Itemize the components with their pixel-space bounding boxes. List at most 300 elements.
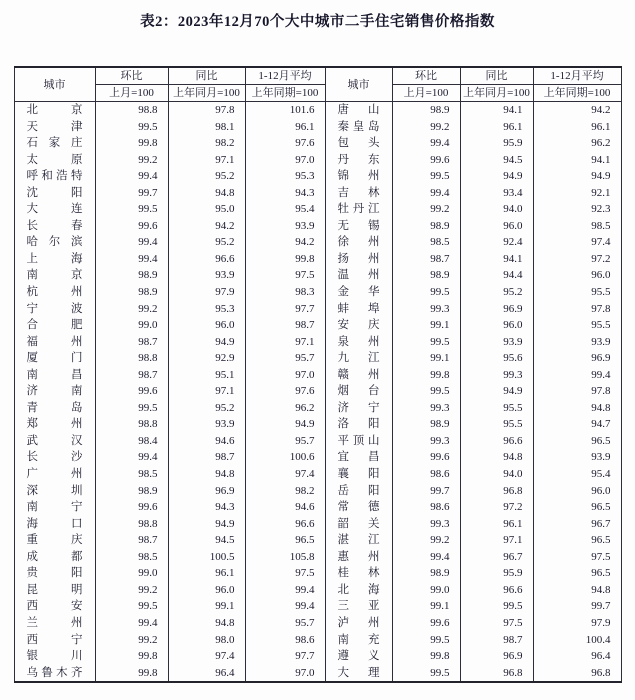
- table-row: [14, 284, 621, 301]
- avg-value: 96.5: [533, 532, 621, 549]
- city-name: 南 充: [325, 632, 392, 649]
- mom-value: 99.2: [392, 201, 460, 218]
- mom-value: 99.5: [95, 598, 168, 615]
- mom-value: 98.6: [392, 499, 460, 516]
- city-name: 北 海: [325, 582, 392, 599]
- city-name: 哈 尔 滨: [14, 234, 95, 251]
- mom-value: 99.6: [392, 615, 460, 632]
- avg-value: 98.5: [533, 218, 621, 235]
- table-row: [14, 433, 621, 450]
- table-row: [14, 532, 621, 549]
- city-name: 锦 州: [325, 168, 392, 185]
- mom-value: 99.3: [392, 433, 460, 450]
- table-row: [14, 251, 621, 268]
- avg-value: 98.2: [245, 483, 325, 500]
- avg-value: 94.8: [533, 400, 621, 417]
- yoy-value: 95.2: [168, 400, 245, 417]
- city-name: 九 江: [325, 350, 392, 367]
- mom-value: 99.8: [95, 648, 168, 665]
- yoy-value: 98.7: [460, 632, 533, 649]
- yoy-value: 96.0: [460, 317, 533, 334]
- city-name: 宜 昌: [325, 449, 392, 466]
- city-name: 常 德: [325, 499, 392, 516]
- avg-value: 99.8: [245, 251, 325, 268]
- mom-value: 99.4: [95, 234, 168, 251]
- city-name: 长 春: [14, 218, 95, 235]
- mom-value: 99.7: [392, 483, 460, 500]
- avg-value: 94.3: [245, 185, 325, 202]
- mom-value: 99.5: [392, 632, 460, 649]
- mom-value: 98.9: [392, 565, 460, 582]
- mom-value: 98.7: [95, 532, 168, 549]
- table-row: [14, 367, 621, 384]
- mom-value: 99.4: [95, 449, 168, 466]
- mom-value: 99.8: [392, 367, 460, 384]
- table-header: [14, 67, 621, 102]
- header-avg-right: 1-12月平均: [533, 67, 621, 85]
- avg-value: 98.6: [245, 632, 325, 649]
- city-name: 徐 州: [325, 234, 392, 251]
- avg-value: 97.5: [533, 549, 621, 566]
- mom-value: 99.5: [95, 400, 168, 417]
- city-name: 昆 明: [14, 582, 95, 599]
- avg-value: 96.1: [245, 119, 325, 136]
- table-row: [14, 119, 621, 136]
- yoy-value: 96.8: [460, 483, 533, 500]
- mom-value: 99.5: [95, 201, 168, 218]
- table-row: [14, 582, 621, 599]
- mom-value: 98.9: [392, 102, 460, 119]
- avg-value: 94.2: [245, 234, 325, 251]
- yoy-value: 94.9: [460, 383, 533, 400]
- mom-value: 99.5: [95, 119, 168, 136]
- yoy-value: 96.1: [168, 565, 245, 582]
- yoy-value: 94.2: [168, 218, 245, 235]
- city-name: 北 京: [14, 102, 95, 119]
- mom-value: 99.2: [95, 582, 168, 599]
- header-yoy-right: 同比: [460, 67, 533, 85]
- yoy-value: 95.1: [168, 367, 245, 384]
- header-avg-base-left: 上年同期=100: [245, 85, 325, 102]
- city-name: 湛 江: [325, 532, 392, 549]
- header-mom-base-right: 上月=100: [392, 85, 460, 102]
- yoy-value: 96.8: [460, 665, 533, 683]
- avg-value: 96.7: [533, 516, 621, 533]
- avg-value: 92.3: [533, 201, 621, 218]
- header-mom-left: 环比: [95, 67, 168, 85]
- mom-value: 99.1: [392, 317, 460, 334]
- yoy-value: 99.3: [460, 367, 533, 384]
- yoy-value: 95.2: [168, 168, 245, 185]
- table-title: 表2：2023年12月70个大中城市二手住宅销售价格指数: [140, 14, 495, 30]
- yoy-value: 97.1: [168, 152, 245, 169]
- avg-value: 99.7: [533, 598, 621, 615]
- header-mom-base-left: 上月=100: [95, 85, 168, 102]
- city-name: 无 锡: [325, 218, 392, 235]
- avg-value: 96.5: [533, 565, 621, 582]
- avg-value: 94.1: [533, 152, 621, 169]
- yoy-value: 96.1: [460, 516, 533, 533]
- mom-value: 98.6: [392, 466, 460, 483]
- yoy-value: 98.0: [168, 632, 245, 649]
- city-name: 呼 和 浩 特: [14, 168, 95, 185]
- yoy-value: 95.6: [460, 350, 533, 367]
- city-name: 乌 鲁 木 齐: [14, 665, 95, 683]
- city-name: 洛 阳: [325, 416, 392, 433]
- yoy-value: 97.9: [168, 284, 245, 301]
- avg-value: 100.4: [533, 632, 621, 649]
- mom-value: 98.9: [95, 483, 168, 500]
- yoy-value: 93.4: [460, 185, 533, 202]
- avg-value: 97.4: [245, 466, 325, 483]
- table-row: [14, 549, 621, 566]
- avg-value: 92.1: [533, 185, 621, 202]
- avg-value: 97.9: [533, 615, 621, 632]
- avg-value: 97.4: [533, 234, 621, 251]
- yoy-value: 97.4: [168, 648, 245, 665]
- mom-value: 99.7: [95, 185, 168, 202]
- mom-value: 99.4: [95, 251, 168, 268]
- mom-value: 98.4: [95, 433, 168, 450]
- avg-value: 96.9: [533, 350, 621, 367]
- yoy-value: 100.5: [168, 549, 245, 566]
- avg-value: 95.5: [533, 284, 621, 301]
- mom-value: 99.2: [392, 119, 460, 136]
- city-name: 海 口: [14, 516, 95, 533]
- mom-value: 98.7: [392, 251, 460, 268]
- yoy-value: 94.5: [460, 152, 533, 169]
- mom-value: 99.5: [392, 334, 460, 351]
- yoy-value: 95.5: [460, 416, 533, 433]
- mom-value: 99.0: [95, 565, 168, 582]
- mom-value: 99.2: [95, 632, 168, 649]
- city-name: 安 庆: [325, 317, 392, 334]
- yoy-value: 99.1: [168, 598, 245, 615]
- mom-value: 99.5: [392, 665, 460, 683]
- table-row: [14, 152, 621, 169]
- city-name: 三 亚: [325, 598, 392, 615]
- avg-value: 97.0: [245, 367, 325, 384]
- table-row: [14, 483, 621, 500]
- mom-value: 99.3: [392, 516, 460, 533]
- city-name: 南 昌: [14, 367, 95, 384]
- city-name: 韶 关: [325, 516, 392, 533]
- yoy-value: 96.7: [460, 549, 533, 566]
- yoy-value: 98.1: [168, 119, 245, 136]
- mom-value: 98.5: [95, 466, 168, 483]
- city-name: 杭 州: [14, 284, 95, 301]
- city-name: 遵 义: [325, 648, 392, 665]
- yoy-value: 94.5: [168, 532, 245, 549]
- avg-value: 97.1: [245, 334, 325, 351]
- mom-value: 98.9: [392, 218, 460, 235]
- avg-value: 96.0: [533, 267, 621, 284]
- city-name: 广 州: [14, 466, 95, 483]
- mom-value: 99.4: [392, 185, 460, 202]
- avg-value: 96.5: [533, 433, 621, 450]
- yoy-value: 94.9: [460, 168, 533, 185]
- yoy-value: 95.0: [168, 201, 245, 218]
- mom-value: 98.8: [95, 416, 168, 433]
- header-yoy-base-right: 上年同月=100: [460, 85, 533, 102]
- avg-value: 97.5: [245, 565, 325, 582]
- yoy-value: 94.6: [168, 433, 245, 450]
- table-row: [14, 648, 621, 665]
- mom-value: 98.5: [392, 234, 460, 251]
- mom-value: 99.2: [95, 152, 168, 169]
- yoy-value: 96.9: [460, 301, 533, 318]
- table-row: [14, 383, 621, 400]
- mom-value: 99.6: [392, 152, 460, 169]
- table-row: [14, 615, 621, 632]
- avg-value: 96.4: [533, 648, 621, 665]
- yoy-value: 95.9: [460, 565, 533, 582]
- mom-value: 99.5: [392, 284, 460, 301]
- avg-value: 97.8: [533, 301, 621, 318]
- avg-value: 98.7: [245, 317, 325, 334]
- city-name: 银 川: [14, 648, 95, 665]
- city-name: 金 华: [325, 284, 392, 301]
- city-name: 福 州: [14, 334, 95, 351]
- yoy-value: 95.3: [168, 301, 245, 318]
- avg-value: 95.7: [245, 350, 325, 367]
- yoy-value: 94.1: [460, 102, 533, 119]
- yoy-value: 96.0: [460, 218, 533, 235]
- mom-value: 99.5: [392, 168, 460, 185]
- city-name: 吉 林: [325, 185, 392, 202]
- mom-value: 98.9: [95, 284, 168, 301]
- table-row: [14, 201, 621, 218]
- city-name: 厦 门: [14, 350, 95, 367]
- mom-value: 98.8: [95, 350, 168, 367]
- yoy-value: 96.1: [460, 119, 533, 136]
- avg-value: 96.2: [533, 135, 621, 152]
- mom-value: 99.8: [95, 135, 168, 152]
- yoy-value: 97.1: [168, 383, 245, 400]
- yoy-value: 93.9: [168, 267, 245, 284]
- city-name: 蚌 埠: [325, 301, 392, 318]
- yoy-value: 94.0: [460, 201, 533, 218]
- yoy-value: 95.2: [168, 234, 245, 251]
- yoy-value: 94.3: [168, 499, 245, 516]
- yoy-value: 93.9: [168, 416, 245, 433]
- mom-value: 99.8: [392, 648, 460, 665]
- city-name: 秦 皇 岛: [325, 119, 392, 136]
- table-row: [14, 598, 621, 615]
- city-name: 烟 台: [325, 383, 392, 400]
- header-row-1: [14, 67, 621, 85]
- mom-value: 98.9: [392, 267, 460, 284]
- city-name: 重 庆: [14, 532, 95, 549]
- city-name: 成 都: [14, 549, 95, 566]
- city-name: 唐 山: [325, 102, 392, 119]
- city-name: 济 宁: [325, 400, 392, 417]
- avg-value: 105.8: [245, 549, 325, 566]
- city-name: 襄 阳: [325, 466, 392, 483]
- table-row: [14, 499, 621, 516]
- avg-value: 99.4: [245, 582, 325, 599]
- yoy-value: 97.1: [460, 532, 533, 549]
- city-name: 兰 州: [14, 615, 95, 632]
- table-row: [14, 665, 621, 683]
- city-name: 大 连: [14, 201, 95, 218]
- city-name: 深 圳: [14, 483, 95, 500]
- city-name: 扬 州: [325, 251, 392, 268]
- city-name: 平 顶 山: [325, 433, 392, 450]
- yoy-value: 92.4: [460, 234, 533, 251]
- city-name: 包 头: [325, 135, 392, 152]
- avg-value: 94.7: [533, 416, 621, 433]
- table-row: [14, 632, 621, 649]
- city-name: 贵 阳: [14, 565, 95, 582]
- yoy-value: 92.9: [168, 350, 245, 367]
- yoy-value: 96.0: [168, 582, 245, 599]
- table-row: [14, 234, 621, 251]
- city-name: 宁 波: [14, 301, 95, 318]
- mom-value: 99.1: [392, 350, 460, 367]
- city-name: 武 汉: [14, 433, 95, 450]
- avg-value: 95.7: [245, 615, 325, 632]
- yoy-value: 94.9: [168, 516, 245, 533]
- mom-value: 99.0: [392, 582, 460, 599]
- city-name: 沈 阳: [14, 185, 95, 202]
- avg-value: 96.1: [533, 119, 621, 136]
- avg-value: 95.7: [245, 433, 325, 450]
- mom-value: 99.6: [95, 499, 168, 516]
- table-row: [14, 565, 621, 582]
- mom-value: 99.6: [95, 218, 168, 235]
- yoy-value: 96.6: [460, 433, 533, 450]
- avg-value: 94.2: [533, 102, 621, 119]
- table-row: [14, 334, 621, 351]
- yoy-value: 95.2: [460, 284, 533, 301]
- mom-value: 98.9: [95, 267, 168, 284]
- avg-value: 99.4: [533, 367, 621, 384]
- avg-value: 97.5: [245, 267, 325, 284]
- header-yoy-base-left: 上年同月=100: [168, 85, 245, 102]
- yoy-value: 96.9: [460, 648, 533, 665]
- yoy-value: 95.5: [460, 400, 533, 417]
- city-name: 长 沙: [14, 449, 95, 466]
- yoy-value: 97.8: [168, 102, 245, 119]
- header-avg-base-right: 上年同期=100: [533, 85, 621, 102]
- city-name: 岳 阳: [325, 483, 392, 500]
- mom-value: 99.5: [392, 383, 460, 400]
- header-city-left: 城市: [14, 67, 95, 102]
- mom-value: 99.8: [95, 665, 168, 683]
- mom-value: 99.0: [95, 317, 168, 334]
- table-row: [14, 350, 621, 367]
- city-name: 西 宁: [14, 632, 95, 649]
- city-name: 青 岛: [14, 400, 95, 417]
- header-yoy-left: 同比: [168, 67, 245, 85]
- city-name: 南 京: [14, 267, 95, 284]
- mom-value: 98.7: [95, 367, 168, 384]
- avg-value: 95.4: [533, 466, 621, 483]
- avg-value: 94.9: [245, 416, 325, 433]
- city-name: 济 南: [14, 383, 95, 400]
- avg-value: 96.6: [245, 516, 325, 533]
- mom-value: 99.4: [95, 615, 168, 632]
- yoy-value: 96.6: [168, 251, 245, 268]
- table-row: [14, 185, 621, 202]
- avg-value: 95.5: [533, 317, 621, 334]
- avg-value: 99.4: [245, 598, 325, 615]
- avg-value: 97.8: [533, 383, 621, 400]
- table-row: [14, 416, 621, 433]
- header-mom-right: 环比: [392, 67, 460, 85]
- avg-value: 96.0: [533, 483, 621, 500]
- avg-value: 94.6: [245, 499, 325, 516]
- yoy-value: 93.9: [460, 334, 533, 351]
- mom-value: 99.4: [95, 168, 168, 185]
- avg-value: 97.7: [245, 301, 325, 318]
- yoy-value: 97.5: [460, 615, 533, 632]
- city-name: 南 宁: [14, 499, 95, 516]
- mom-value: 99.1: [392, 598, 460, 615]
- table-row: [14, 317, 621, 334]
- table-row: [14, 449, 621, 466]
- mom-value: 99.2: [392, 532, 460, 549]
- city-name: 温 州: [325, 267, 392, 284]
- table-row: [14, 135, 621, 152]
- yoy-value: 99.5: [460, 598, 533, 615]
- city-name: 赣 州: [325, 367, 392, 384]
- city-name: 合 肥: [14, 317, 95, 334]
- avg-value: 95.4: [245, 201, 325, 218]
- header-row-2: [14, 85, 621, 102]
- avg-value: 93.9: [533, 449, 621, 466]
- avg-value: 97.0: [245, 665, 325, 683]
- table-body: [14, 102, 621, 683]
- city-name: 石 家 庄: [14, 135, 95, 152]
- avg-value: 95.3: [245, 168, 325, 185]
- avg-value: 96.2: [245, 400, 325, 417]
- mom-value: 99.3: [392, 301, 460, 318]
- yoy-value: 96.9: [168, 483, 245, 500]
- table-row: [14, 267, 621, 284]
- mom-value: 99.4: [392, 135, 460, 152]
- city-name: 丹 东: [325, 152, 392, 169]
- avg-value: 96.5: [533, 499, 621, 516]
- mom-value: 99.4: [392, 549, 460, 566]
- table-row: [14, 218, 621, 235]
- city-name: 上 海: [14, 251, 95, 268]
- avg-value: 94.9: [533, 168, 621, 185]
- yoy-value: 94.8: [168, 615, 245, 632]
- city-name: 天 津: [14, 119, 95, 136]
- yoy-value: 96.4: [168, 665, 245, 683]
- header-avg-left: 1-12月平均: [245, 67, 325, 85]
- avg-value: 94.8: [533, 582, 621, 599]
- avg-value: 100.6: [245, 449, 325, 466]
- mom-value: 98.5: [95, 549, 168, 566]
- yoy-value: 94.0: [460, 466, 533, 483]
- table-row: [14, 301, 621, 318]
- avg-value: 97.6: [245, 383, 325, 400]
- city-name: 桂 林: [325, 565, 392, 582]
- yoy-value: 94.8: [168, 185, 245, 202]
- mom-value: 98.9: [392, 416, 460, 433]
- city-name: 牡 丹 江: [325, 201, 392, 218]
- city-name: 泉 州: [325, 334, 392, 351]
- mom-value: 99.3: [392, 400, 460, 417]
- mom-value: 99.2: [95, 301, 168, 318]
- avg-value: 96.5: [245, 532, 325, 549]
- header-city-right: 城市: [325, 67, 392, 102]
- price-index-table: [14, 66, 622, 683]
- city-name: 郑 州: [14, 416, 95, 433]
